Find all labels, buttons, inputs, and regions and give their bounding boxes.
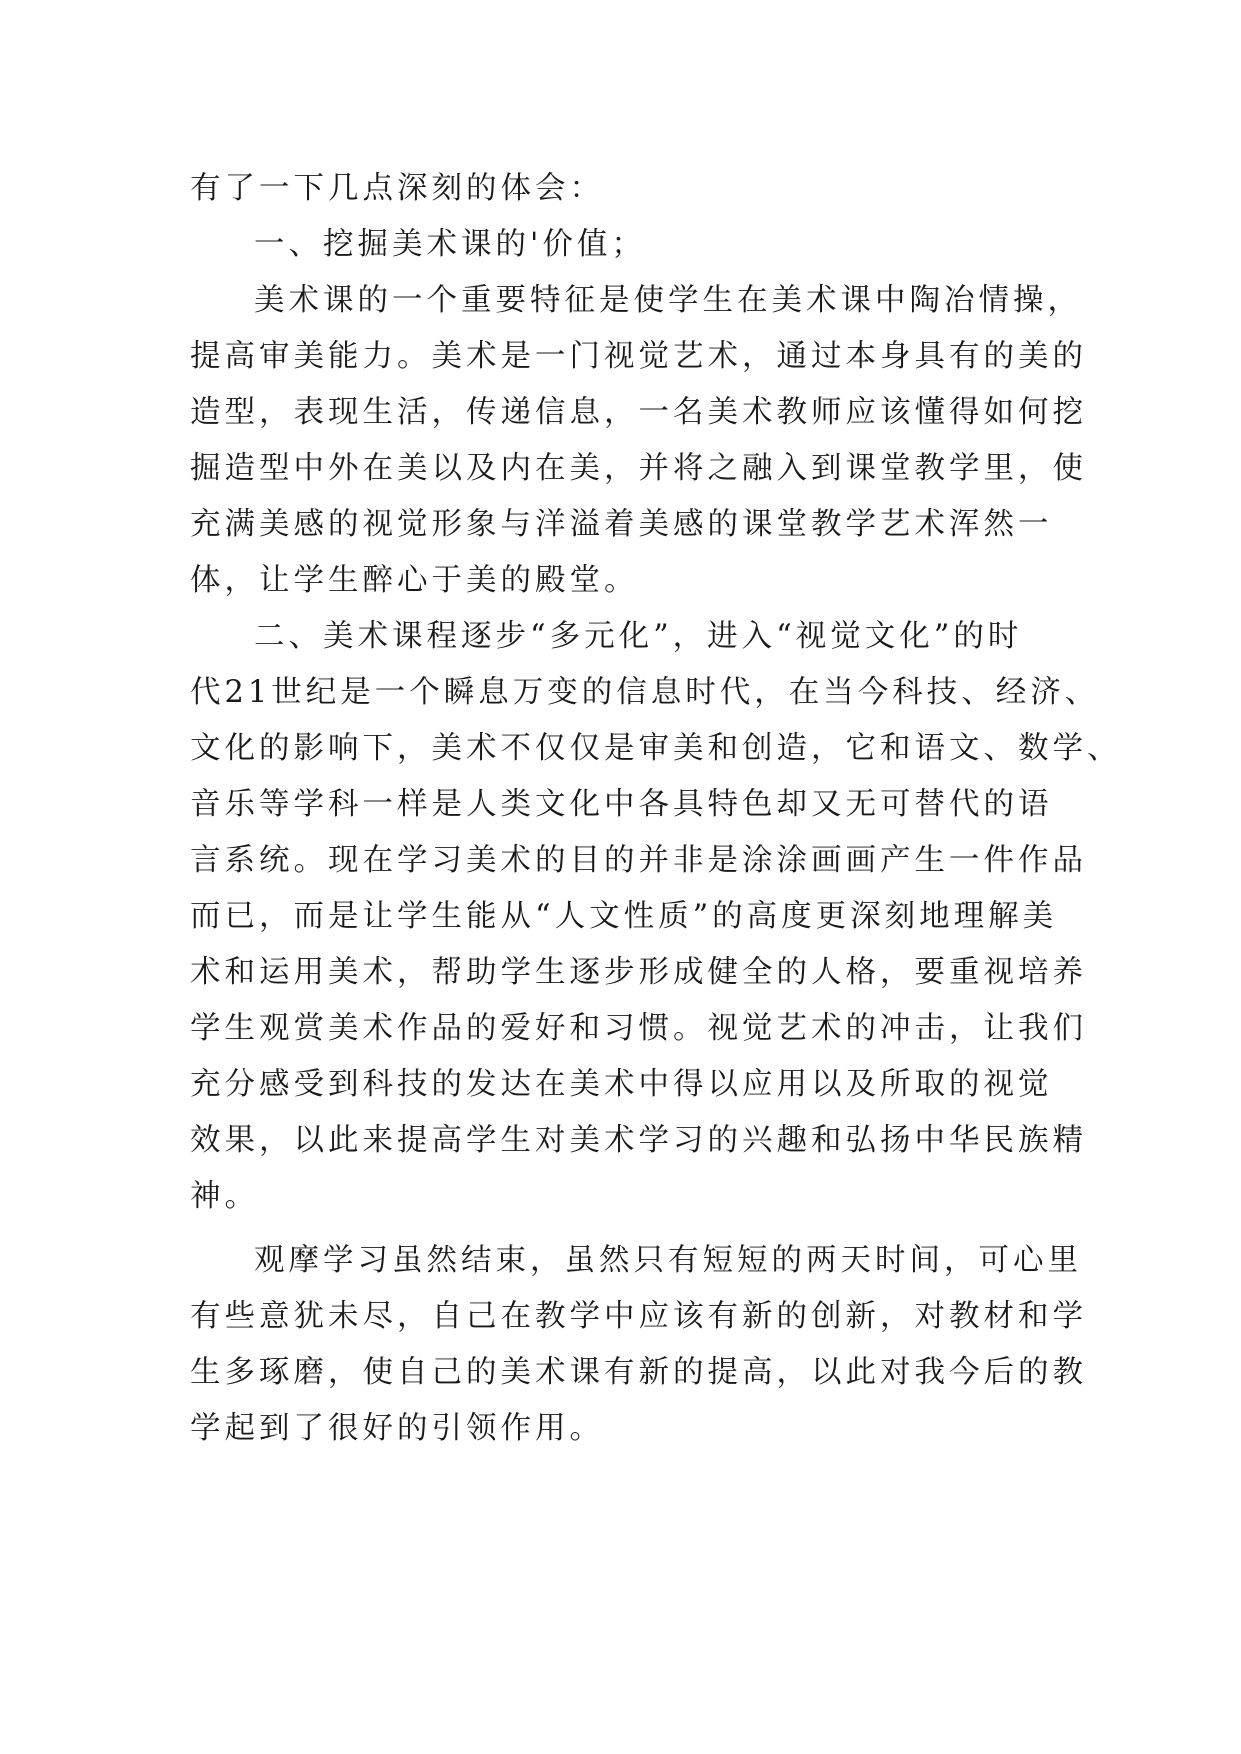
text-line: 神。 — [190, 1179, 259, 1214]
section-heading: 一、挖掘美术课的'价值； — [254, 227, 646, 262]
text-line: 体，让学生醉心于美的殿堂。 — [190, 563, 639, 598]
text-line: 代21世纪是一个瞬息万变的信息时代，在当今科技、经济、 — [190, 675, 1100, 710]
text-line: 学生观赏美术作品的爱好和习惯。视觉艺术的冲击，让我们 — [190, 1011, 1087, 1046]
text-line: 文化的影响下，美术不仅仅是审美和创造，它和语文、数学、 — [190, 731, 1122, 766]
text-line: 学起到了很好的引领作用。 — [190, 1411, 604, 1446]
text-line: 言系统。现在学习美术的目的并非是涂涂画画产生一件作品 — [190, 843, 1087, 878]
text-line: 有些意犹未尽，自己在教学中应该有新的创新，对教材和学 — [190, 1299, 1087, 1334]
text-line: 效果，以此来提高学生对美术学习的兴趣和弘扬中华民族精 — [190, 1123, 1087, 1158]
text-line: 而已，而是让学生能从“人文性质”的高度更深刻地理解美 — [190, 899, 1058, 934]
text-line: 造型，表现生活，传递信息，一名美术教师应该懂得如何挖 — [190, 395, 1087, 430]
text-line: 提高审美能力。美术是一门视觉艺术，通过本身具有的美的 — [190, 339, 1087, 374]
text-line: 生多琢磨，使自己的美术课有新的提高，以此对我今后的教 — [190, 1355, 1087, 1390]
text-line: 充满美感的视觉形象与洋溢着美感的课堂教学艺术浑然一 — [190, 507, 1053, 542]
document-body — [190, 161, 1122, 1457]
text-line: 术和运用美术，帮助学生逐步形成健全的人格，要重视培养 — [190, 955, 1087, 990]
paragraph-first-line: 美术课的一个重要特征是使学生在美术课中陶冶情操， — [254, 283, 1082, 318]
text-line: 音乐等学科一样是人类文化中各具特色却又无可替代的语 — [190, 787, 1053, 822]
text-line: 充分感受到科技的发达在美术中得以应用以及所取的视觉 — [190, 1067, 1053, 1102]
text-line: 有了一下几点深刻的体会： — [190, 171, 604, 206]
paragraph-first-line: 观摩学习虽然结束，虽然只有短短的两天时间，可心里 — [254, 1243, 1082, 1278]
section-heading: 二、美术课程逐步“多元化”，进入“视觉文化”的时 — [254, 619, 1023, 654]
text-line: 掘造型中外在美以及内在美，并将之融入到课堂教学里，使 — [190, 451, 1087, 486]
